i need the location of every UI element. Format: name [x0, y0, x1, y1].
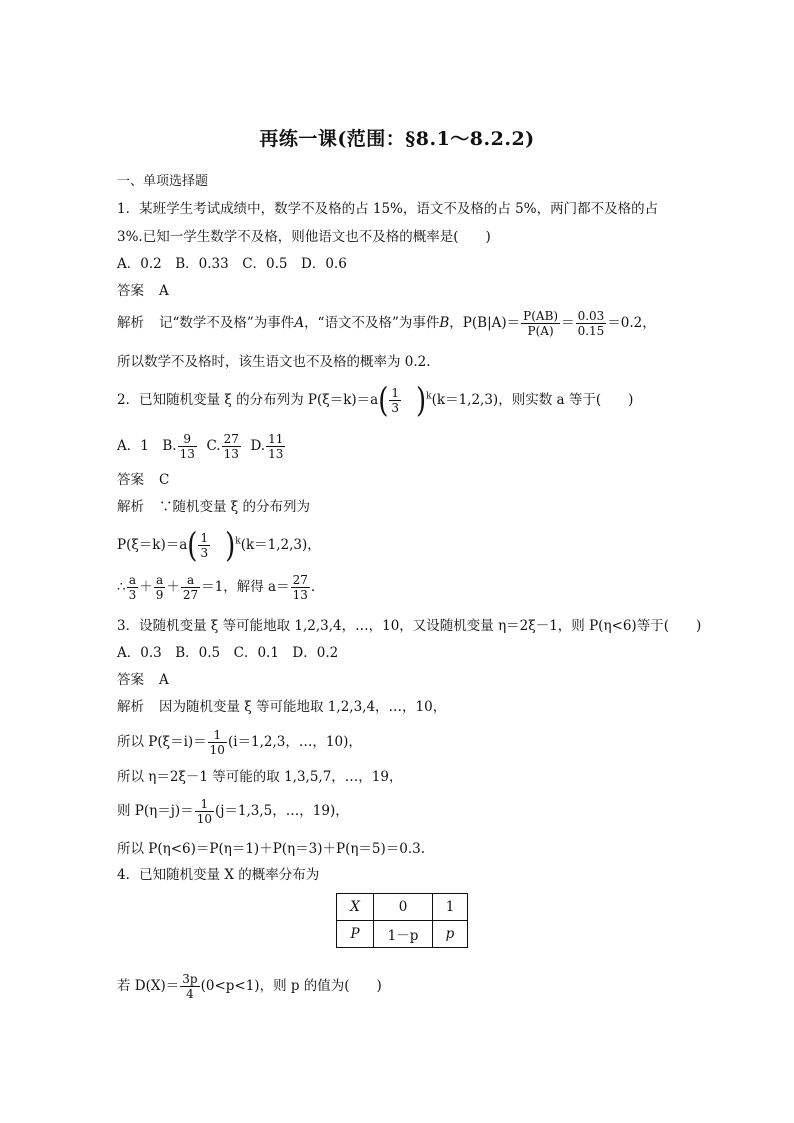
- fraction-denominator: 13: [179, 447, 195, 461]
- exponent: k: [426, 391, 432, 402]
- formula-text: (j＝1,3,5，…，19)，: [214, 803, 349, 819]
- fraction-denominator: 13: [292, 588, 308, 602]
- fraction-numerator: P(AB): [523, 309, 559, 323]
- answer-value: A: [159, 283, 169, 299]
- q2-range-short: (k＝1,2,3)，: [240, 537, 321, 553]
- period: .: [310, 579, 316, 595]
- q2-option-d: D.: [250, 438, 266, 454]
- q3-line5: 所以 P(η<6)＝P(η＝1)＋P(η＝3)＋P(η＝5)＝0.3.: [117, 841, 426, 857]
- sum-text: ＝1，解得 a＝: [201, 579, 290, 595]
- event-a: A: [294, 315, 305, 331]
- fraction-numerator: 1: [208, 728, 227, 743]
- fraction-denominator: 4: [186, 987, 194, 1001]
- formula-text: 若 D(X)＝: [117, 978, 180, 994]
- answer-label: 答案: [117, 472, 144, 488]
- fraction-denominator: 3: [391, 401, 399, 415]
- table-cell: 1: [433, 894, 468, 921]
- q1-analysis: [117, 309, 656, 338]
- fraction-numerator: 1: [195, 797, 214, 812]
- q2-dist-lhs: P(ξ＝k)＝a: [117, 537, 188, 553]
- q3-line4: [117, 797, 349, 826]
- therefore-symbol: ∴: [117, 579, 126, 595]
- fraction: [291, 573, 310, 602]
- fraction-denominator: 27: [182, 588, 199, 602]
- q3-line2: [117, 728, 362, 757]
- formula-text: (i＝1,2,3，…，10)，: [227, 734, 362, 750]
- q1-conclusion: 所以数学不及格时，该生语文也不及格的概率为 0.2.: [117, 354, 431, 370]
- formula-text: 则 P(η＝j)＝: [117, 803, 194, 819]
- analysis-text: 因为随机变量 ξ 等可能地取 1,2,3,4，…，10，: [159, 699, 447, 715]
- fraction-numerator: 11: [268, 432, 284, 446]
- analysis-label: 解析: [117, 315, 144, 331]
- q2-analysis: [117, 498, 310, 516]
- formula-result: ＝0.2，: [607, 315, 656, 331]
- analysis-text: ，“语文不及格”为事件: [304, 315, 440, 331]
- left-paren: (: [378, 381, 389, 420]
- fraction-numerator: 27: [223, 432, 239, 446]
- event-b: B: [439, 315, 450, 331]
- fraction-denominator: P(A): [527, 324, 554, 338]
- q3-options: A．0.3 B．0.5 C．0.1 D．0.2: [117, 645, 339, 661]
- q1-options: A．0.2 B．0.33 C．0.5 D．0.6: [117, 256, 347, 272]
- analysis-label: 解析: [117, 499, 144, 515]
- q4-condition: [117, 972, 382, 1001]
- fraction-numerator: a: [127, 573, 139, 588]
- section-heading: 一、单项选择题: [117, 174, 209, 189]
- q3-analysis: [117, 698, 446, 716]
- fraction: [127, 573, 139, 602]
- table-cell: X: [337, 894, 374, 921]
- fraction: [222, 432, 241, 461]
- equals: ＝: [561, 315, 575, 331]
- fraction: [389, 386, 401, 415]
- table-cell: P: [337, 921, 374, 948]
- analysis-label: 解析: [117, 699, 144, 715]
- probability-table: [336, 893, 468, 948]
- q2-stem: [117, 381, 634, 420]
- fraction-numerator: a: [154, 573, 166, 588]
- fraction: [576, 309, 607, 338]
- q1-stem-line1: 1．某班学生考试成绩中，数学不及格的占 15%，语文不及格的占 5%，两门都不及格的占: [117, 201, 659, 217]
- answer-label: 答案: [117, 672, 144, 688]
- fraction: [154, 573, 166, 602]
- fraction-denominator: 10: [209, 743, 225, 757]
- q2-stem-range: (k＝1,2,3)，则实数 a 等于( ): [431, 392, 634, 408]
- analysis-text: 记“数学不及格”为事件: [159, 315, 295, 331]
- q2-option-ab: A．1 B.: [117, 438, 177, 454]
- table-row: [337, 894, 468, 921]
- exponent: k: [235, 536, 241, 547]
- formula-lhs: P(B|A)＝: [462, 315, 521, 331]
- fraction: [180, 972, 199, 1001]
- page-title: 再练一课(范围：§8.1～8.2.2): [259, 128, 535, 150]
- table-cell: p: [433, 921, 468, 948]
- q3-answer: [117, 671, 169, 689]
- fraction: [178, 432, 197, 461]
- table-row: [337, 921, 468, 948]
- q2-answer: [117, 471, 169, 489]
- fraction: [208, 728, 227, 757]
- q2-option-c: C.: [206, 438, 221, 454]
- fraction-denominator: 13: [268, 447, 284, 461]
- fraction-denominator: 9: [155, 588, 164, 602]
- fraction-numerator: 9: [178, 432, 197, 447]
- fraction: [181, 573, 200, 602]
- q3-line3: 所以 η＝2ξ－1 等可能的取 1,3,5,7，…，19，: [117, 769, 403, 785]
- q2-dist-lhs: P(ξ＝k)＝a: [307, 392, 379, 408]
- q1-answer: [117, 282, 169, 300]
- answer-value: A: [159, 672, 169, 688]
- q3-stem: 3．设随机变量 ξ 等可能地取 1,2,3,4，…，10，又设随机变量 η＝2ξ－1，则 P(η<6)等于( ): [117, 618, 702, 634]
- fraction-denominator: 13: [223, 447, 239, 461]
- plus: ＋: [166, 579, 180, 595]
- q2-options: [117, 432, 286, 461]
- formula-text: 所以 P(ξ＝i)＝: [117, 734, 207, 750]
- fraction-denominator: 10: [196, 812, 212, 826]
- fraction-numerator: 27: [292, 573, 308, 587]
- fraction: [266, 432, 285, 461]
- fraction-numerator: a: [181, 573, 200, 588]
- fraction-denominator: 3: [200, 546, 209, 560]
- q2-stem-text: 2．已知随机变量 ξ 的分布列为: [117, 392, 308, 408]
- table-cell: 0: [374, 894, 433, 921]
- right-paren: ): [416, 381, 427, 420]
- fraction-numerator: 1: [391, 386, 399, 400]
- fraction-denominator: 3: [128, 588, 137, 602]
- q4-stem: 4．已知随机变量 X 的概率分布为: [117, 867, 320, 883]
- q2-dist-line: [117, 526, 321, 565]
- fraction: [198, 531, 210, 560]
- right-paren: ): [225, 526, 236, 565]
- table-cell: 1－p: [374, 921, 433, 948]
- q2-sum-line: [117, 573, 315, 602]
- analysis-text: ∵随机变量 ξ 的分布列为: [159, 499, 311, 515]
- formula-text: (0<p<1)，则 p 的值为( ): [200, 978, 382, 994]
- fraction-denominator: 0.15: [577, 324, 605, 338]
- q1-stem-line2: 3%.已知一学生数学不及格，则他语文也不及格的概率是( ): [117, 229, 491, 245]
- analysis-text: ，: [449, 315, 463, 331]
- fraction-numerator: 1: [200, 531, 209, 545]
- fraction: [195, 797, 214, 826]
- fraction-numerator: 3p: [182, 972, 198, 986]
- fraction: [521, 309, 560, 338]
- answer-value: C: [159, 472, 170, 488]
- answer-label: 答案: [117, 283, 144, 299]
- left-paren: (: [187, 526, 198, 565]
- plus: ＋: [139, 579, 153, 595]
- fraction-numerator: 0.03: [577, 309, 605, 323]
